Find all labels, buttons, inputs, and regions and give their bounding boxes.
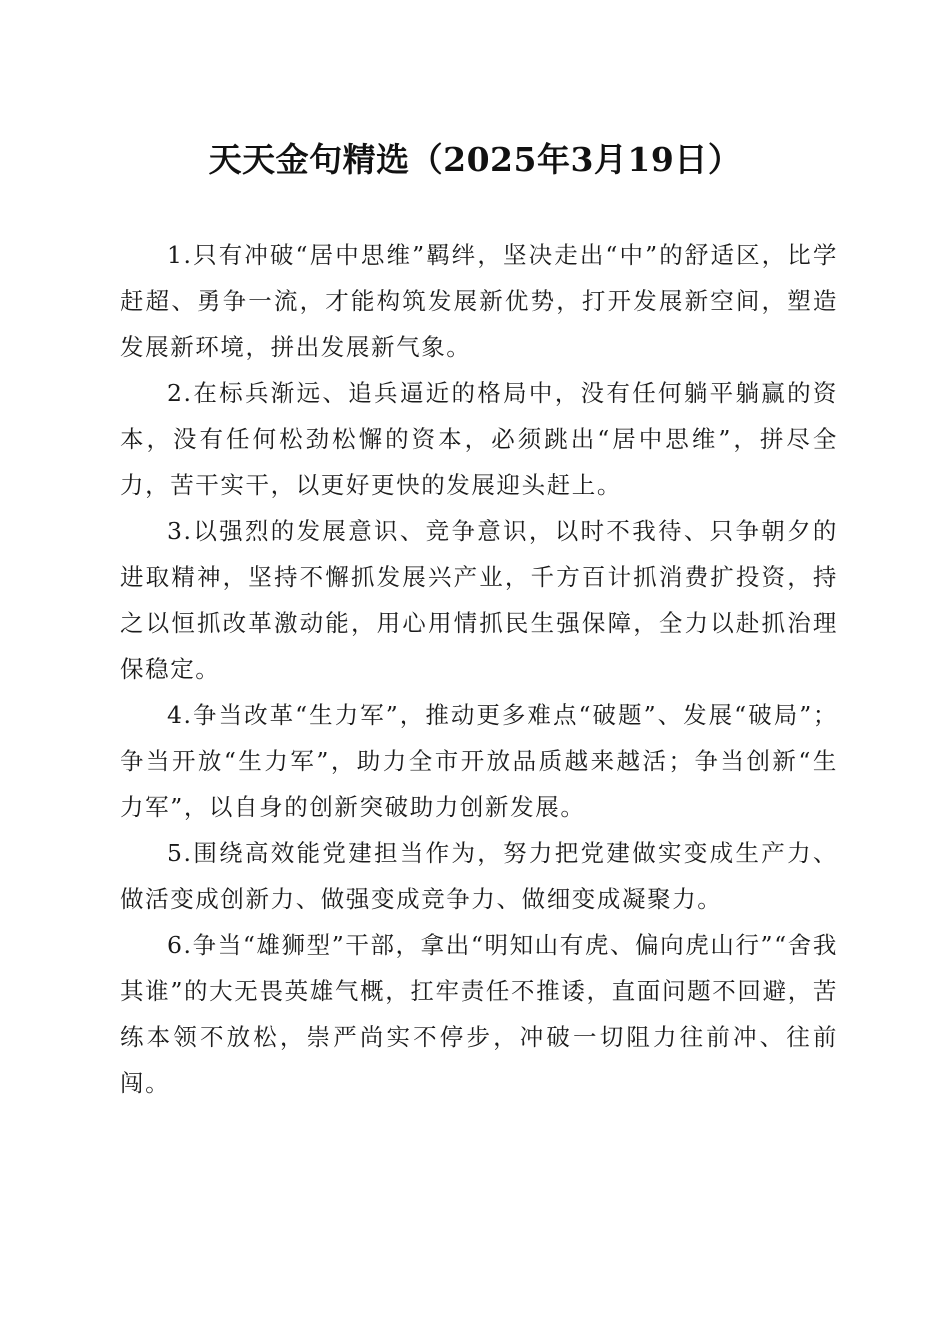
paragraph-4: 4.争当改革“生力军”，推动更多难点“破题”、发展“破局”；争当开放“生力军”，助力全市开放品质越来越活；争当创新“生力军”，以自身的创新突破助力创新发展。 <box>120 701 838 821</box>
document-body <box>120 232 838 1106</box>
paragraph-6: 6.争当“雄狮型”干部，拿出“明知山有虎、偏向虎山行”“舍我其谁”的大无畏英雄气概，扛牢责任不推诿，直面问题不回避，苦练本领不放松，崇严尚实不停步，冲破一切阻力往前冲、往前闯。 <box>120 931 838 1097</box>
paragraph-1: 1.只有冲破“居中思维”羁绊，坚决走出“中”的舒适区，比学赶超、勇争一流，才能构筑发展新优势，打开发展新空间，塑造发展新环境，拼出发展新气象。 <box>120 241 838 361</box>
paragraph-5: 5.围绕高效能党建担当作为，努力把党建做实变成生产力、做活变成创新力、做强变成竞争力、做细变成凝聚力。 <box>120 839 838 913</box>
paragraph-3: 3.以强烈的发展意识、竞争意识，以时不我待、只争朝夕的进取精神，坚持不懈抓发展兴产业，千方百计抓消费扩投资，持之以恒抓改革激动能，用心用情抓民生强保障，全力以赴抓治理保稳定。 <box>120 517 838 683</box>
paragraph-2: 2.在标兵渐远、追兵逼近的格局中，没有任何躺平躺赢的资本，没有任何松劲松懈的资本，必须跳出“居中思维”，拼尽全力，苦干实干，以更好更快的发展迎头赶上。 <box>120 379 838 499</box>
document-title: 天天金句精选（2025年3月19日） <box>208 140 742 179</box>
